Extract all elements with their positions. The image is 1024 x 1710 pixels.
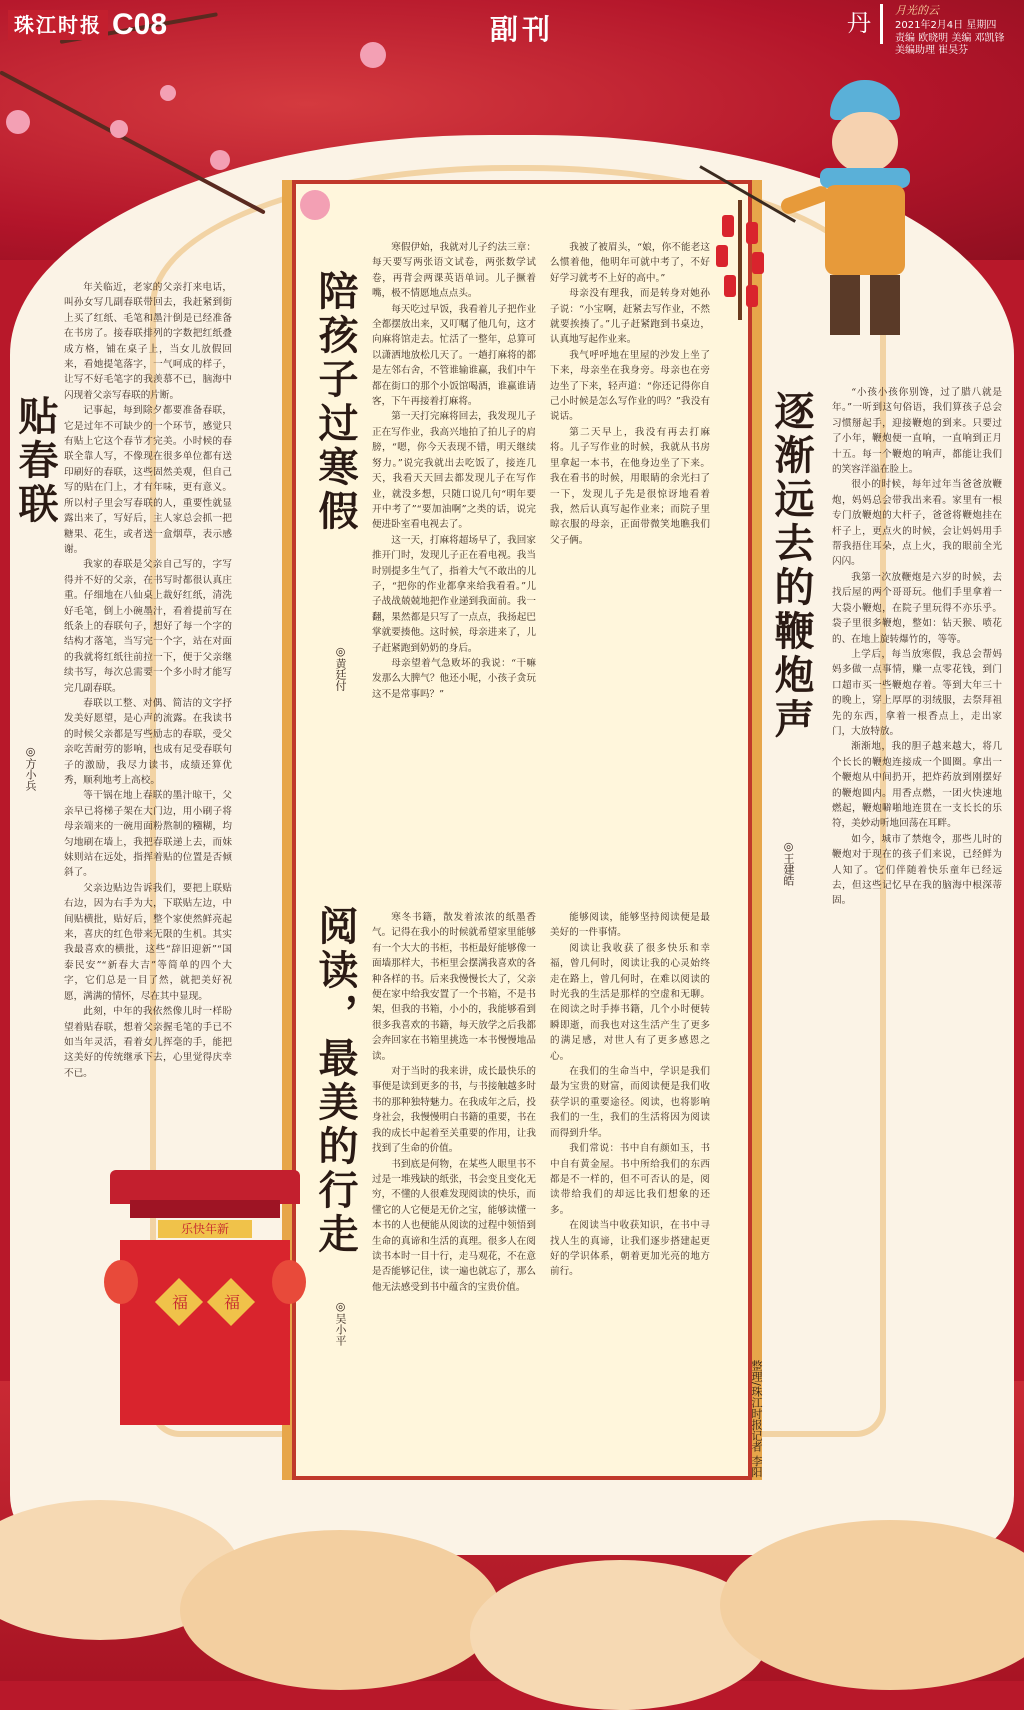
paragraph: 我被了被眉头，“娘，你不能老这么惯着他，他明年可就中考了，不好好学习就考不上好的高中。”	[550, 242, 710, 284]
gate-sign: 乐快年新	[158, 1220, 252, 1238]
article-body-firecrackers	[832, 385, 1002, 1305]
paragraph: 每天吃过早饭，我看着儿子把作业全都摆放出来，又叮嘱了他几句，这才向麻将馆走去。忙活了一整年，总算可以潇洒地放松几天了。一趟打麻将的都是左邻右舍，不管谁输谁赢，我们中午都在街口的那个小饭馆喝酒，谁赢谁请客，下午再接着打麻将。	[372, 303, 536, 408]
page-number: C08	[112, 8, 168, 41]
paragraph: 在阅读当中收获知识，在书中寻找人生的真谛，让我们逐步搭建起更好的学识体系，朝着更加光亮的地方前行。	[550, 1220, 710, 1278]
article-body-winter-break-col1	[372, 240, 536, 820]
article-title-reading: 阅读，最美的行走	[312, 905, 359, 1257]
article-body-reading-col1	[372, 910, 536, 1450]
brand-divider	[880, 4, 895, 44]
section-title: 副刊	[490, 13, 555, 46]
blossom-icon	[300, 190, 330, 220]
paragraph: 很小的时候，每年过年当爸爸放鞭炮，妈妈总会带我出来看。家里有一根专门放鞭炮的大杆子，爸爸将鞭炮挂在杆子上，更点火的时候，会让妈妈用手帮我捂住耳朵，点上火，我的眼前全光闪闪。	[832, 479, 1002, 568]
paragraph: 渐渐地，我的胆子越来越大，将几个长长的鞭炮连接成一个圆圈。拿出一个鞭炮从中间扔开，把炸药放到刚摆好的鞭炮圆内。用香点燃，一团火快速地燃起，鞭炮噼啪地连贯在一支长长的乐符，美妙动听地回荡在耳畔。	[832, 741, 1002, 830]
paragraph: 对于当时的我来讲，成长最快乐的事便是读到更多的书，与书接触越多时书的那种独特魅力。在我成年之后，投身社会，我慢慢明白书籍的重要，书在我的成长中起着至关重要的作用，让我找到了生命的价值。	[372, 1066, 536, 1155]
paragraph: 父亲边贴边告诉我们，要把上联贴右边，因为右手为大，下联贴左边，中间贴横批，贴好后，整个家使然鲜亮起来，喜庆的红色带来无限的生机。其实我最喜欢的横批，这些“辞旧迎新”“国泰民安”“新春大吉”等简单的四个大字，它们总是一目了然，就把美好祝愿，满满的情怀，尽在其中显现。	[64, 882, 232, 1002]
paragraph: 第二天早上，我没有再去打麻将。儿子写作业的时候，我就从书房里拿起一本书，在他身边坐了下来。我在看书的时候，用眼睛的余光扫了一下，发现儿子先是很惊讶地看着我，然后认真写起作业来；而院子里晾衣服的母亲，正面带微笑地瞧我们父子俩。	[550, 426, 710, 546]
masthead	[0, 0, 1024, 56]
article-body-spring-couplets	[64, 280, 232, 1175]
brand-mark-icon: 丹	[847, 9, 871, 37]
article-author: ◎吴小平	[334, 1300, 347, 1346]
paragraph: 寒冬书籍，散发着浓浓的纸墨香气。记得在我小的时候就希望家里能够有一个大大的书柜，书柜最好能够像一面墙那样大，书柜里会摆满我喜欢的各种各样的书。后来我慢慢长大了，父亲便在家中给我安置了一个书箱，不是书架，但我的书箱，小小的，我能够看到很多我喜欢的书籍，每天放学之后我都会奔回家在书箱里挑选一本书慢慢地品读。	[372, 912, 536, 1062]
article-title-spring-couplets: 贴春联	[12, 395, 59, 527]
paragraph: 我气呼呼地在里屋的沙发上坐了下来，母亲坐在我身旁。母亲也在旁边坐了下来，轻声道：“你还记得你自己小时候是怎么写作业的吗？”我没有说话。	[550, 349, 710, 423]
gate-illustration	[110, 1170, 300, 1425]
paragraph: 我们常说：书中自有颜如玉，书中自有黄金屋。书中所给我们的东西都是不一样的，但不可否认的是，阅读带给我们的却远比我们想象的还多。	[550, 1143, 710, 1216]
paragraph: 能够阅读，能够坚持阅读便是最美好的一件事情。	[550, 912, 710, 939]
firecracker-icon	[722, 215, 734, 237]
paragraph: 书到底是何物，在某些人眼里书不过是一堆残缺的纸张，书会变且变化无穷，不懂的人很难发现阅读的快乐，而懂它的人它便是无价之宝，能够读懂一本书的人也便能从阅读的过程中领悟到生命的真谛和生活的真理。很多人在阅读书本时一目十行，走马观花，不在意是否能够记住，读一遍也就忘了，那么他无法感受到书中蕴含的宝贵价值。	[372, 1158, 536, 1293]
editor-note: 整理/珠江时报记者 李阳	[750, 1360, 763, 1478]
paragraph: 上学后，每当放寒假，我总会帮妈妈多做一点事情，赚一点零花钱，到门口超市买一些鞭炮存着。等到大年三十的晚上，穿上厚厚的羽绒服，去祭拜祖先的东西，拿着一根香点上，走出家门，大放特放。	[832, 648, 1002, 737]
paragraph: 阅读让我收获了很多快乐和幸福，曾几何时，阅读让我的心灵始终走在路上，曾几何时，在难以阅读的时光我的生活是那样的空虚和无聊。在阅读之时手捧书籍，几个小时便转瞬即逝，而我也对这生活产生了更多的满足感，对世人有了更多感恩之心。	[550, 942, 710, 1062]
paragraph: 记事起，每到除夕都要准备春联，它是过年不可缺少的一个环节，感觉只有贴上它这个春节才完美。小时候的春联全靠人写，不像现在很多单位都有送印刷好的春联，这些固然美观，但自己写的贴在门上，才有年味，更有意义。所以村子里会写春联的人，重要性就显露出来了，写好后，主人家总会抓一把糖果、花生，或者送一盒烟草，表示感谢。	[64, 405, 232, 555]
fu-left: 福	[171, 1293, 188, 1312]
blossom-icon	[210, 150, 230, 170]
brand-text: 月光的云	[895, 4, 939, 17]
paragraph: 此刻，中年的我依然像儿时一样盼望着贴春联，想着父亲握毛笔的手已不如当年灵活，看着女儿挥毫的手，能把这美好的传统继承下去，心里觉得庆幸不已。	[64, 1006, 232, 1079]
paragraph: 在我们的生命当中，学识是我们最为宝贵的财富，而阅读便是我们收获学识的重要途径。阅读，也将影响我们的一生，我们的生活将因为阅读而得到升华。	[550, 1066, 710, 1139]
issue-date: 2021年2月4日 星期四	[895, 20, 997, 31]
editor-assistant-credit: 美编助理 崔昊芬	[895, 45, 969, 56]
blossom-icon	[6, 110, 30, 134]
lantern-icon	[104, 1260, 138, 1304]
paragraph: 我第一次放鞭炮是六岁的时候，去找后屋的两个哥哥玩。他们手里拿着一大袋小鞭炮，在院子里玩得不亦乐乎。袋子里很多鞭炮，整如：钻天猴、喷花的、在地上旋转爆竹的，等等。	[832, 571, 1002, 645]
firecracker-icon	[746, 285, 758, 307]
article-author: ◎王建皓	[782, 840, 795, 886]
article-title-firecrackers: 逐渐远去的鞭炮声	[768, 390, 815, 742]
article-author: ◎黄廷付	[334, 645, 347, 691]
editor-credit: 责编 欧晓明 美编 邓凯锋	[895, 33, 1005, 44]
blossom-icon	[160, 85, 176, 101]
paragraph: “小孩小孩你别馋，过了腊八就是年。”一听到这句俗语，我们算孩子总会习惯掰起手，迎接鞭炮的到来。只要过了小年，鞭炮便一直响，一直响到正月十五。每一个鞭炮的响声，都能让我们的笑容洋溢在脸上。	[832, 387, 1002, 476]
firecracker-icon	[716, 245, 728, 267]
article-title-winter-break: 陪孩子过寒假	[312, 270, 359, 534]
article-author: ◎方小兵	[24, 745, 37, 791]
firecracker-string-icon	[738, 200, 742, 320]
paragraph: 母亲没有理我，而是转身对她孙子说：“小宝啊，赶紧去写作业，不然就要挨揍了。”儿子赶紧跑到书桌边，认真地写起作业来。	[550, 288, 710, 346]
lantern-icon	[272, 1260, 306, 1304]
paragraph: 母亲望着气急败坏的我说：“干嘛发那么大脾气？他还小呢，小孩子贪玩这不是常事吗？”	[372, 657, 536, 700]
paragraph: 等干锅在地上春联的墨汁晾干，父亲早已将梯子架在大门边，用小刷子将母亲端来的一碗用面粉熬制的糨糊，均匀地刷在墙上，我把春联递上去，而妹妹则站在远处，指挥着贴的位置是否倾斜了。	[64, 790, 232, 879]
cloud-decoration	[180, 1530, 500, 1690]
paragraph: 年关临近，老家的父亲打来电话，叫孙女写几副春联带回去，我赶紧到街上买了红纸、毛笔和墨汁倒是已经准备在书房了。接春联排列的字数把红纸叠成方格，铺在桌子上，当女儿放假回来，看她提笔落字，一气呵成的样子，让写不好毛笔字的我羡慕不已，脑海中闪现着父亲写春联的片断。	[64, 282, 232, 401]
article-body-reading-col2	[550, 910, 710, 1450]
firecracker-icon	[752, 252, 764, 274]
paragraph: 这一天，打麻将超场早了，我回家推开门时，发现儿子正在看电视。我当时别提多生气了，指着大气不敢出的儿子，“把你的作业都拿来给我看看。”儿子战战兢兢地把作业递到我面前。我一翻，果然都是只写了一点点，我扬起巴掌就要揍他。这时候，母亲进来了，儿子赶紧跑到奶奶的身后。	[372, 534, 536, 654]
firecracker-icon	[746, 222, 758, 244]
fu-right: 福	[223, 1293, 240, 1312]
boy-illustration	[790, 80, 940, 360]
blossom-icon	[110, 120, 128, 138]
paragraph: 如今，城市了禁炮令，那些儿时的鞭炮对于现在的孩子们来说，已经鲜为人知了。它们伴随着快乐童年已经远去，但这些记忆早在我的脑海中根深蒂固。	[832, 833, 1002, 907]
newspaper-logo: 珠江时报	[8, 10, 108, 40]
paragraph: 我家的春联是父亲自己写的，字写得并不好的父亲，在书写时都很认真庄重。仔细地在八仙桌上裁好红纸，清洗好毛笔，倒上小碗墨汁，看着提前写在纸条上的春联句子，想好了每一个字的结构才落笔，当写完一个字，站在对面的我就将红纸往前拉一下，便于父亲继续书写，每次总需要一个多小时才能写完几副春联。	[64, 559, 232, 694]
article-body-winter-break-col2	[550, 240, 710, 820]
paragraph: 春联以工整、对偶、简洁的文字抒发美好愿望，是心声的流露。在我读书的时候父亲都是写些励志的春联，受父亲吃苦耐劳的影响，也成有足受春联句子的激励，我尽力读书，成绩还算优秀，顺利地考上高校。	[64, 697, 232, 786]
paragraph: 寒假伊始，我就对儿子约法三章：每天要写两张语文试卷，两张数学试卷，再背会两课英语单词。儿子撅着嘴，极不情愿地点点头。	[372, 242, 536, 300]
paragraph: 第一天打完麻将回去，我发现儿子正在写作业，我高兴地拍了拍儿子的肩膀，“嗯，你今天表现不错，明天继续努力。”说完我就出去吃饭了，接连几天，我看天天回去都发现儿子在写作业，就没多想，只随口说几句“明年要开中考了”“要加油啊”之类的话，说完便进卧室看电视去了。	[372, 411, 536, 531]
firecracker-icon	[724, 275, 736, 297]
